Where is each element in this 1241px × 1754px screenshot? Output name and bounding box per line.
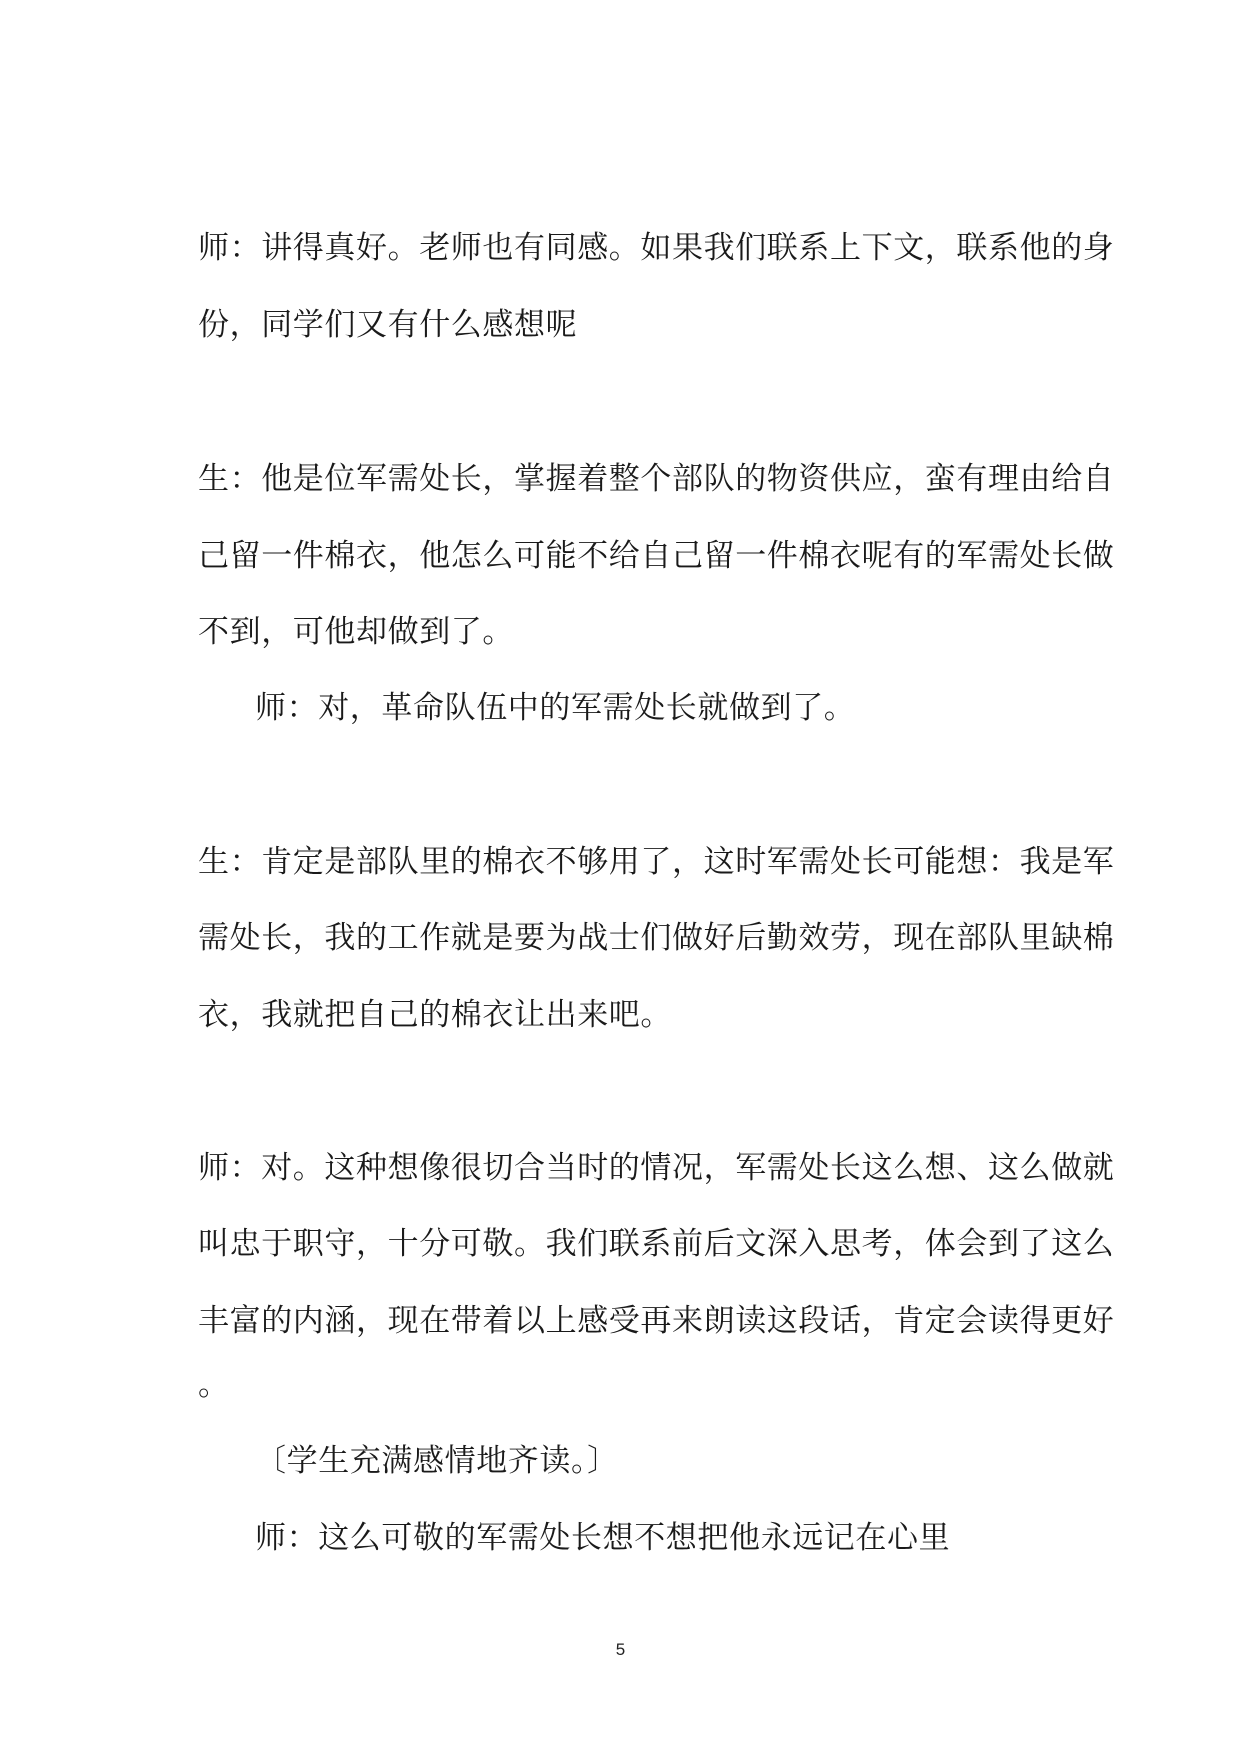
text-line: 师：对。这种想像很切合当时的情况，军需处长这么想、这么做就	[198, 1150, 1115, 1186]
text-line: 衣，我就把自己的棉衣让出来吧。	[198, 997, 672, 1033]
text-line: 叫忠于职守，十分可敬。我们联系前后文深入思考，体会到了这么	[198, 1226, 1115, 1262]
text-line: 需处长，我的工作就是要为战士们做好后勤效劳，现在部队里缺棉	[198, 920, 1115, 956]
text-line: 。	[198, 1367, 230, 1403]
text-line: 丰富的内涵，现在带着以上感受再来朗读这段话，肯定会读得更好	[198, 1303, 1115, 1339]
text-line: 不到，可他却做到了。	[198, 614, 514, 650]
text-line: 师：讲得真好。老师也有同感。如果我们联系上下文，联系他的身	[198, 230, 1115, 266]
text-line: 生：肯定是部队里的棉衣不够用了，这时军需处长可能想：我是军	[198, 844, 1115, 880]
text-line: 师：对，革命队伍中的军需处长就做到了。	[255, 690, 856, 726]
text-line: 〔学生充满感情地齐读。〕	[255, 1443, 619, 1479]
text-line: 份，同学们又有什么感想呢	[198, 307, 578, 343]
text-line: 生：他是位军需处长，掌握着整个部队的物资供应，蛮有理由给自	[198, 461, 1115, 497]
text-line: 师：这么可敬的军需处长想不想把他永远记在心里	[255, 1520, 951, 1556]
text-line: 己留一件棉衣，他怎么可能不给自己留一件棉衣呢有的军需处长做	[198, 538, 1115, 574]
page-number: 5	[615, 1640, 626, 1659]
